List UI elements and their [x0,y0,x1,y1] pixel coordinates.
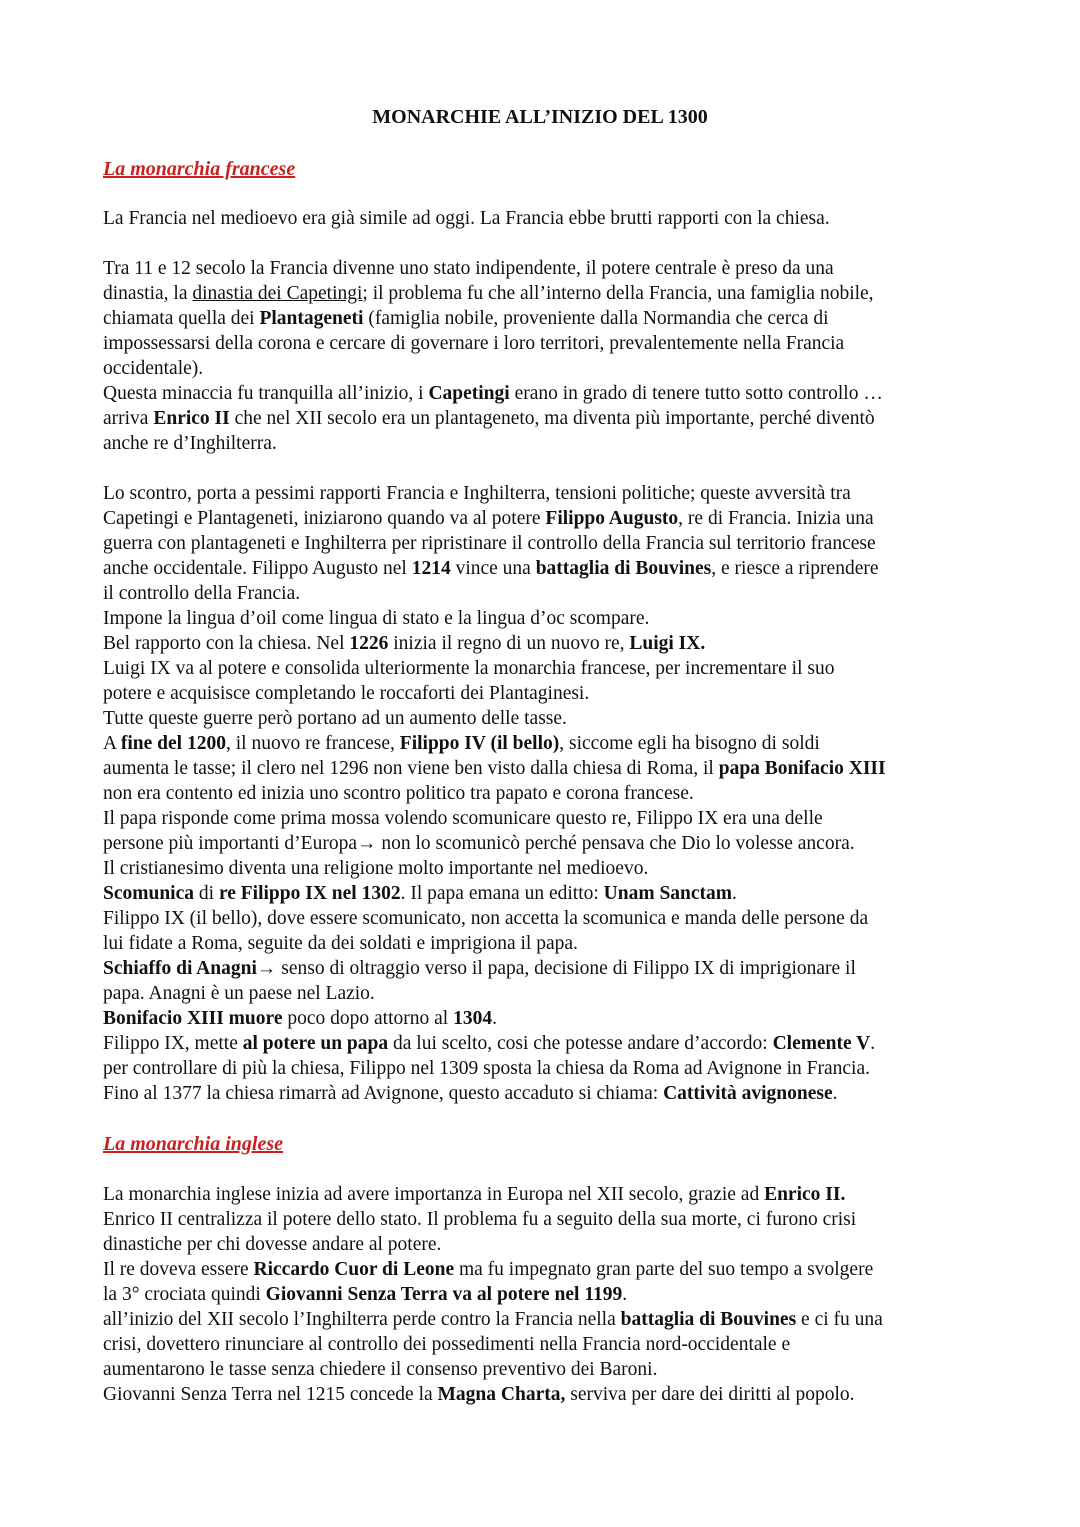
text-line [103,1232,993,1257]
text-run: potere e acquisisce completando le roccaforti dei Plantaginesi. [103,683,590,704]
text-run: occidentale). [103,358,204,379]
text-run: non era contento ed inizia uno scontro politico tra papato e corona francese. [103,783,694,804]
text-line [103,1282,993,1307]
text-line [103,506,993,531]
text-run: ; il problema fu che all’interno della Francia, una famiglia nobile, [362,283,874,304]
bold-text: 1304 [453,1008,493,1029]
text-run: Fino al 1377 la chiesa rimarrà ad Avignone, questo accaduto si chiama: [103,1083,664,1104]
text-line [103,681,993,706]
text-run: . [622,1284,628,1305]
bold-text: fine del 1200 [120,733,226,754]
bold-text: Clemente V [772,1033,871,1054]
bold-text: Capetingi [428,383,510,404]
bold-text: Scomunica [103,883,195,904]
bold-text: Plantageneti [259,308,364,329]
text-line [103,1207,993,1232]
text-run: da lui scelto, cosi che potesse andare d’accordo: [388,1033,773,1054]
paragraph-filippo-augusto [103,481,993,1106]
text-line [103,1081,993,1106]
text-run: ma fu impegnato gran parte del suo tempo a svolgere [454,1259,874,1280]
text-run: Enrico II centralizza il potere dello stato. Il problema fu a seguito della sua morte, ci furono crisi [103,1209,857,1230]
text-run: crisi, dovettero rinunciare al controllo dei possedimenti nella Francia nord-occidentale e [103,1334,791,1355]
text-run: . Il papa emana un editto: [400,883,604,904]
text-run: Il cristianesimo diventa una religione molto importante nel medioevo. [103,858,649,879]
section-heading-inglese: La monarchia inglese [103,1133,284,1155]
bold-text: Magna Charta, [437,1384,566,1405]
text-line [103,731,993,756]
text-run: . [732,883,737,904]
text-line [103,306,993,331]
bold-text: 1214 [411,558,451,579]
bold-text: Filippo IV (il bello) [399,733,560,754]
text-run: che nel XII secolo era un plantageneto, ma diventa più importante, perché diventò [229,408,875,429]
text-run: persone più importanti d’Europa→ non lo scomunicò perché pensava che Dio lo volesse ancora. [103,833,855,854]
text-line [103,356,993,381]
text-line [103,281,993,306]
paragraph-francia-intro [103,206,993,231]
section-heading-francese: La monarchia francese [103,158,296,180]
text-run: La monarchia inglese inizia ad avere importanza in Europa nel XII secolo, grazie ad [103,1184,765,1205]
bold-text: battaglia di Bouvines [535,558,712,579]
bold-text: al potere un papa [242,1033,389,1054]
bold-text: 1226 [349,633,389,654]
text-run: inizia il regno di un nuovo re, [388,633,630,654]
text-run: Bel rapporto con la chiesa. Nel [103,633,350,654]
text-run: aumentarono le tasse senza chiedere il consenso preventivo dei Baroni. [103,1359,658,1380]
text-run: poco dopo attorno al [282,1008,454,1029]
bold-text: papa Bonifacio XIII [718,758,886,779]
text-line [103,206,993,231]
text-run: il controllo della Francia. [103,583,301,604]
text-run: papa. Anagni è un paese nel Lazio. [103,983,375,1004]
bold-text: Giovanni Senza Terra va al potere nel 1199 [265,1284,623,1305]
text-line [103,431,993,456]
text-line [103,1006,993,1031]
text-run: la 3° crociata quindi [103,1284,266,1305]
text-run: anche occidentale. Filippo Augusto nel [103,558,412,579]
text-line [103,706,993,731]
underlined-text: dinastia dei Capetingi [192,283,363,304]
text-run: di [194,883,219,904]
text-run: → senso di oltraggio verso il papa, decisione di Filippo IX di imprigionare il [256,958,856,979]
text-line [103,981,993,1006]
text-line [103,856,993,881]
text-run: La Francia nel medioevo era già simile ad oggi. La Francia ebbe brutti rapporti con la chiesa. [103,208,830,229]
text-line [103,1382,993,1407]
text-line [103,556,993,581]
bold-text: Luigi IX. [629,633,706,654]
text-run: , il nuovo re francese, [225,733,400,754]
text-run: . [492,1008,497,1029]
text-line [103,606,993,631]
text-run: aumenta le tasse; il clero nel 1296 non viene ben visto dalla chiesa di Roma, il [103,758,719,779]
text-line [103,1332,993,1357]
text-run: anche re d’Inghilterra. [103,433,277,454]
text-run: Filippo IX, mette [103,1033,243,1054]
text-run: Tra 11 e 12 secolo la Francia divenne uno stato indipendente, il potere centrale è preso da una [103,258,834,279]
text-run: arriva [103,408,154,429]
text-line [103,381,993,406]
text-line [103,881,993,906]
bold-text: Riccardo Cuor di Leone [253,1259,455,1280]
text-run: vince una [450,558,536,579]
text-line [103,256,993,281]
text-line [103,806,993,831]
text-line [103,481,993,506]
text-run: erano in grado di tenere tutto sotto controllo … [509,383,883,404]
bold-text: Bonifacio XIII muore [103,1008,283,1029]
text-run: guerra con plantageneti e Inghilterra per ripristinare il controllo della Francia sul territorio francese [103,533,876,554]
text-line [103,1357,993,1382]
text-line [103,331,993,356]
text-run: chiamata quella dei [103,308,260,329]
text-run: e ci fu una [796,1309,883,1330]
bold-text: Enrico II [153,408,230,429]
text-line [103,406,993,431]
text-run: impossessarsi della corona e cercare di governare i loro territori, prevalentemente nella Francia [103,333,845,354]
text-run: Tutte queste guerre però portano ad un aumento delle tasse. [103,708,567,729]
text-run: dinastiche per chi dovesse andare al potere. [103,1234,442,1255]
text-run: , e riesce a riprendere [711,558,879,579]
text-run: Giovanni Senza Terra nel 1215 concede la [103,1384,438,1405]
text-run: Il papa risponde come prima mossa volendo scomunicare questo re, Filippo IX era una delle [103,808,823,829]
text-line [103,831,993,856]
text-run: Il re doveva essere [103,1259,254,1280]
bold-text: Schiaffo di Anagni [103,958,257,979]
text-line [103,531,993,556]
document-title: MONARCHIE ALL’INIZIO DEL 1300 [372,106,708,128]
text-run: Capetingi e Plantageneti, iniziarono quando va al potere [103,508,546,529]
bold-text: Cattività avignonese [663,1083,833,1104]
text-run: . [832,1083,838,1104]
bold-text: Enrico II. [764,1184,846,1205]
text-line [103,906,993,931]
text-line [103,1031,993,1056]
text-line [103,756,993,781]
bold-text: re Filippo IX nel 1302 [218,883,401,904]
bold-text: Unam Sanctam [603,883,733,904]
text-line [103,931,993,956]
text-line [103,1182,993,1207]
text-run: Lo scontro, porta a pessimi rapporti Francia e Inghilterra, tensioni politiche; queste avversità tra [103,483,851,504]
bold-text: Filippo Augusto [545,508,679,529]
text-run: A [103,733,121,754]
text-run: , siccome egli ha bisogno di soldi [559,733,820,754]
text-run: Questa minaccia fu tranquilla all’inizio, i [103,383,429,404]
text-run: per controllare di più la chiesa, Filippo nel 1309 sposta la chiesa da Roma ad Avignone in Francia. [103,1058,870,1079]
text-line [103,956,993,981]
text-run: dinastia, la [103,283,193,304]
text-run: Luigi IX va al potere e consolida ulteriormente la monarchia francese, per incrementare il suo [103,658,835,679]
text-line [103,781,993,806]
text-line [103,581,993,606]
text-line [103,1257,993,1282]
text-run: (famiglia nobile, proveniente dalla Normandia che cerca di [363,308,829,329]
text-run: , re di Francia. Inizia una [678,508,874,529]
paragraph-capetingi [103,256,993,456]
text-run: Filippo IX (il bello), dove essere scomunicato, non accetta la scomunica e manda delle persone da [103,908,869,929]
text-run: serviva per dare dei diritti al popolo. [565,1384,855,1405]
text-line [103,656,993,681]
text-run: . [870,1033,876,1054]
bold-text: battaglia di Bouvines [620,1309,797,1330]
text-run: Impone la lingua d’oil come lingua di stato e la lingua d’oc scompare. [103,608,650,629]
text-line [103,1307,993,1332]
paragraph-monarchia-inglese [103,1182,993,1407]
text-line [103,631,993,656]
text-run: lui fidate a Roma, seguite da dei soldati e imprigiona il papa. [103,933,578,954]
text-line [103,1056,993,1081]
text-run: all’inizio del XII secolo l’Inghilterra perde contro la Francia nella [103,1309,621,1330]
